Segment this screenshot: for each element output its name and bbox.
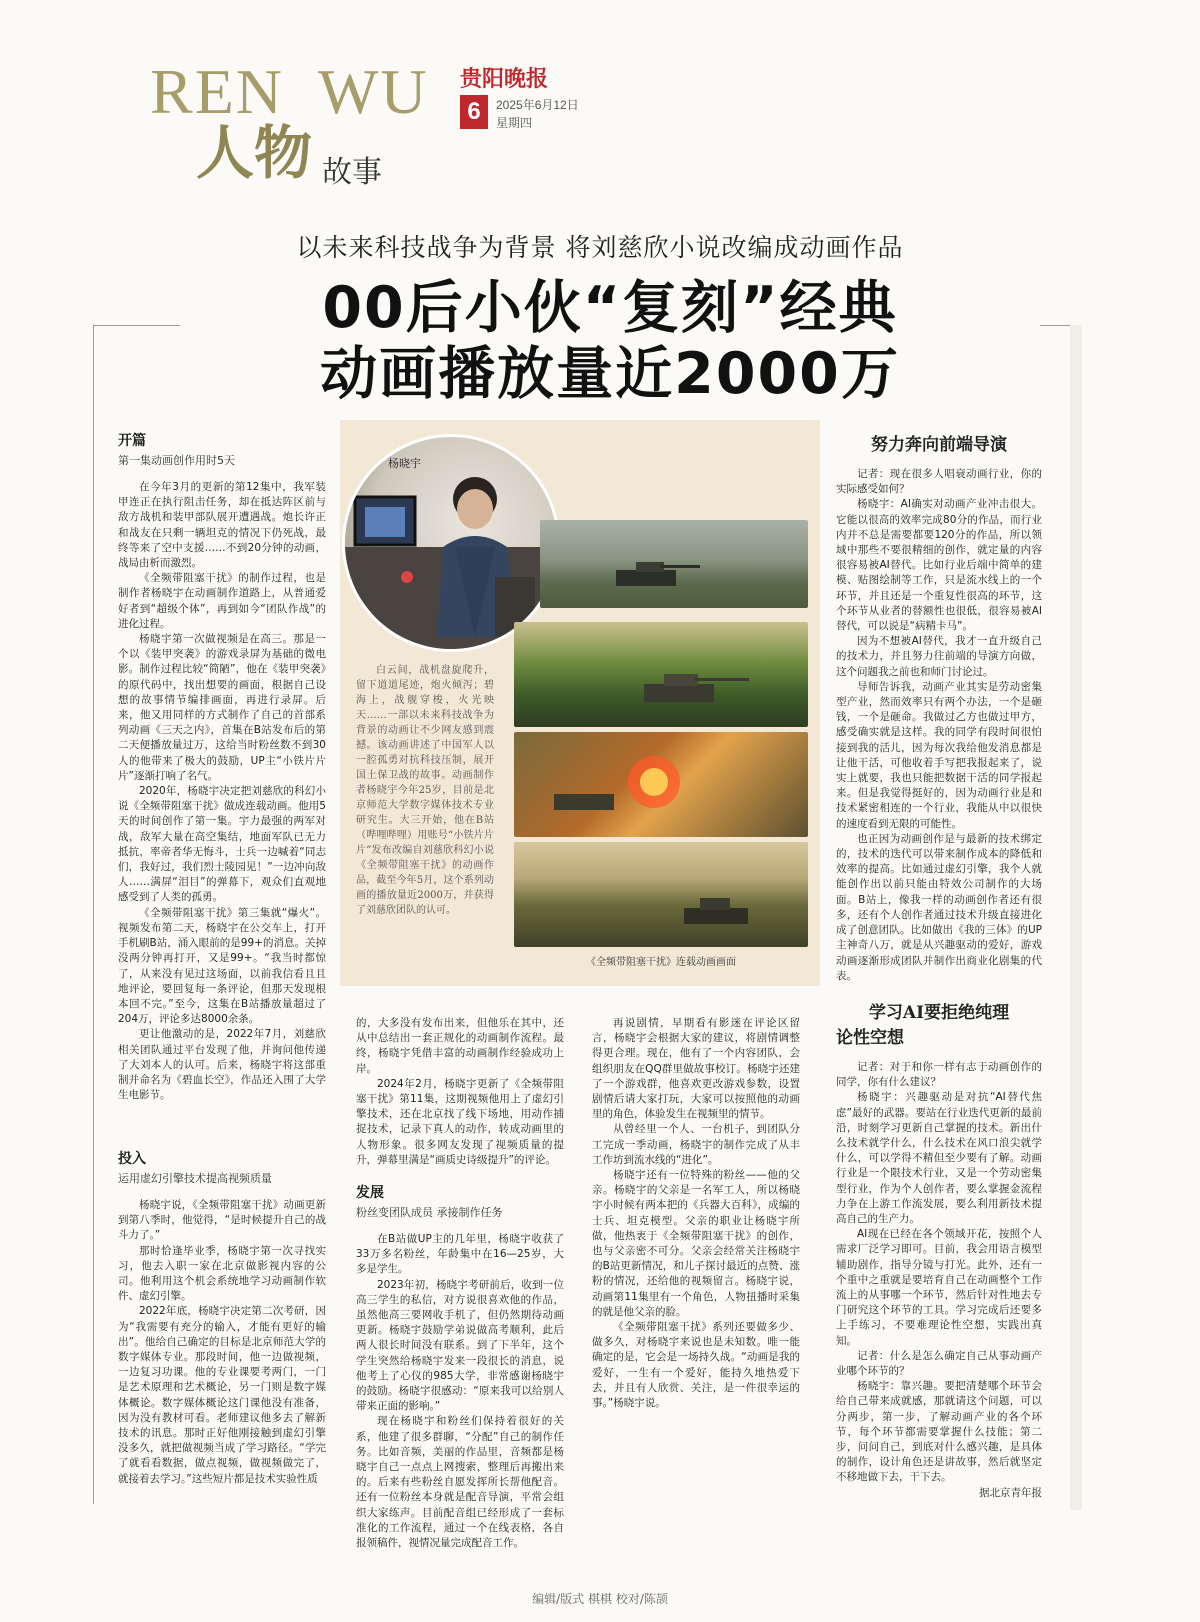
paragraph: 现在杨晓宇和粉丝们保持着很好的关系，他建了很多群聊，“分配”自己的制作任务。比如音频，美丽的作品里，音频都是杨晓宇自己一点点上网搜索，整理后再搬出来的。后来有些粉丝自愿发挥所长帮他配音。还有一位粉丝本身就是配音导演，平常会组织大家练声。目前配音组已经形成了一套标准化的工作流程，通过一个在线表格，各自报领稿件，视情况量完成配音工作。: [356, 1415, 564, 1550]
paragraph: 2023年初，杨晓宇考研前后，收到一位高三学生的私信，对方说很喜欢他的作品，虽然他高三要网收手机了，但仍然期待动画更新。杨晓宇鼓励学弟说做高考顺利，此后两人很长时间没有联系。到了下半年，这个学生突然给杨晓宇发来一段很长的消息，说他考上了心仪的985大学，非常感谢杨晓宇的鼓励。杨晓宇很感动：“原来我可以给别人带来正面的影响。”: [356, 1278, 564, 1413]
animation-frame-3: [514, 732, 808, 837]
intro-box: [356, 663, 494, 918]
masthead-cn-subtitle: 故事: [322, 155, 382, 190]
animation-frame-2: [514, 622, 808, 727]
sidebar-title-line-2: 论性空想: [836, 1028, 904, 1048]
sidebar-title-line-1: 学习AI要拒绝纯理: [868, 1003, 1010, 1023]
paragraph: 因为不想被AI替代，我才一直升级自己的技术力，并且努力往前端的导演方向做，这个问题我之前也和师门讨论过。: [836, 635, 1042, 678]
photo-label: 杨晓宇: [388, 457, 421, 470]
explosion-icon: [514, 732, 808, 837]
paragraph: 导师告诉我，动画产业其实是劳动密集型产业，然而效率只有两个办法，一个是砸钱，一个是砸命。我做过乙方也做过甲方，感受确实就是这样。我的同学有段时间很怕接到我的活儿，因为每次我给他发消息都是让他干活，可他收着手写把我报起来了，说实上就要，我也只能把数据干活的同学报起来。但是我觉得挺好的，因为动画行业是和技术紧密相连的一个行业，我能从中以很快的速度看到无限的可能性。: [836, 680, 1042, 830]
paragraph: 杨晓宇还有一位特殊的粉丝——他的父亲。杨晓宇的父亲是一名军工人，所以杨晓宇小时候有两本把的《兵器大百科》，成编的士兵、坦克模型。父亲的职业让杨晓宇所做，他热衷于《全频带阻塞干扰》的创作，也与父亲密不可分。父亲会经常关注杨晓宇的B站更新情况，和儿子探讨最近的点赞、涨粉的情况，还给他的视频留言。杨晓宇说，动画第11集里有一个角色，人物扭播时采集的就是他父亲的脸。: [592, 1169, 800, 1318]
masthead-latin-left: REN: [150, 56, 284, 127]
paragraph: 更让他激动的是，2022年7月，刘慈欣相关团队通过平台发现了他，并询问他传递了大刘本人的认可。后来，杨晓宇将这部重制并命名为《碧血长空》，作品还入围了大学生电影节。: [118, 1028, 326, 1102]
frame-shadow: [1070, 325, 1082, 1510]
issue-date: 2025年6月12日: [496, 98, 579, 112]
paragraph: 2024年2月，杨晓宇更新了《全频带阻塞干扰》第11集，这期视频他用上了虚幻引擎技术，还在北京找了线下场地，用动作捕捉技术，记录下真人的动作，转成动画里的人物形象。很多网友发现了视频质量的提升，弹幕里满是“画质史诗级提升”的评论。: [356, 1077, 564, 1166]
section-subtitle: 粉丝变团队成员 承接制作任务: [356, 1206, 503, 1220]
section-touru: [118, 1148, 326, 1487]
section-subtitle: 运用虚幻引擎技术提高视频质量: [118, 1172, 272, 1185]
section-right-1: [836, 430, 1042, 984]
column-3: [356, 1016, 564, 1551]
paragraph: 杨晓宇：靠兴趣。要把清楚哪个环节会给自己带来成就感，那就请这个问题，可以分两步，第一步，了解动画产业的各个环节，每个环节都需要掌握什么技能；第二步，问问自己，到底对什么感兴趣，是具体的制作，设计角色还是讲故事，然后就坚定不移地做下去，干下去。: [836, 1380, 1042, 1484]
paragraph: 在B站做UP主的几年里，杨晓宇收获了33万多名粉丝，年龄集中在16—25岁，大多是学生。: [356, 1233, 564, 1276]
paragraph: 2022年底，杨晓宇决定第二次考研，因为“我需要有充分的输入，才能有更好的输出”。他给自己确定的目标是北京师范大学的数字媒体专业。那段时间，他一边做视频，一边复习功课。他的专业课要考两门，一门是艺术原理和艺术概论，另一门则是数字媒体概论。数字媒体概论这门课他没有准备，因为没有教材可看。老师建议他多去了解新技术的讯息。那时正好他刚接触到虚幻引擎没多久，就把做视频当成了学习路径。“学完了就看看数据，做点视频，做视频做完了，就接着去学习。”这些短片都是技术实验性质: [118, 1305, 326, 1485]
headline-line-2: 动画播放量近2000万: [320, 340, 900, 407]
tank-icon: [514, 622, 808, 727]
animation-frame-4: [514, 842, 808, 947]
paragraph: 杨晓宇说，《全频带阻塞干扰》动画更新到第八季时，他觉得，“是时候提升自己的战斗力了。”: [118, 1199, 326, 1242]
issue-weekday: 星期四: [496, 116, 533, 130]
article-subtitle: 以未来科技战争为背景 将刘慈欣小说改编成动画作品: [296, 233, 904, 262]
section-title: 发展: [356, 1185, 384, 1202]
paragraph: 记者：对于和你一样有志于动画创作的同学，你有什么建议？: [836, 1061, 1042, 1089]
tank-icon: [540, 520, 808, 608]
paragraph: 记者：现在很多人唱衰动画行业，你的实际感受如何？: [836, 468, 1042, 496]
paragraph: 从曾经里一个人、一台机子，到团队分工完成一季动画，杨晓宇的制作完成了从丰工作坊到流水线的“进化”。: [592, 1123, 800, 1166]
animation-frame-1: [540, 520, 808, 608]
portrait-photo: [342, 434, 560, 652]
paragraph: 2020年，杨晓宇决定把刘慈欣的科幻小说《全频带阻塞干扰》做成连载动画。他用5天的时间创作了第一集。宇力最强的两军对战，敌军大量在高空集结，地面军队已无力抵抗，率帝者华无悔斗，士兵一边喊着“同志们，我好过，我们烈士陵园见！”一边冲向敌人……满屏“泪目”的弹幕下，观众们直观地感受到了人类的孤勇。: [118, 785, 326, 904]
paragraph: 也正因为动画创作是与最新的技术绑定的，技术的迭代可以带来制作成本的降低和效率的提高。比如通过虚幻引擎，我个人就能创作出以前只能由特效公司制作的大场面。B站上，像我一样的动画创作者还有很多，还有个人创作者通过技术升级直接进化成了创意团队。比如做出《我的三体》的UP主神奇八万，就是从兴趣驱动的爱好，游戏动画逐渐形成团队并制作出商业化剧集的代表。: [836, 832, 1042, 982]
paragraph: 《全频带阻塞干扰》系列还要做多少、做多久，对杨晓宇来说也是未知数。唯一能确定的是，它会是一场持久战。“动画是我的爱好，一生有一个爱好，能持久地热爱下去，并且有人欣赏、关注，是一件很幸运的事。”杨晓宇说。: [592, 1321, 800, 1410]
paragraph: 杨晓宇第一次做视频是在高三。那是一个以《装甲突袭》的游戏录屏为基础的微电影。制作过程比较“简陋”，他在《装甲突袭》的原代码中，找出想要的画面，根据自己设想的故事情节编排画面，再进行录屏。后来，他又用同样的方式制作了自己的首部系列动画《三天之内》，首集在B站发布后的第二天便播放量过万，这给当时粉丝数不到30人的他带来了极大的鼓励，UP主“小铁片片片”逐渐打响了名气。: [118, 633, 326, 782]
person-at-desk-illustration: [345, 437, 557, 649]
section-title: 投入: [118, 1151, 146, 1167]
paragraph: 那时恰逢毕业季，杨晓宇第一次寻找实习，他去入职一家在北京做影视内容的公司。他利用这个机会系统地学习动画制作软件、虚幻引擎。: [118, 1244, 326, 1303]
masthead-cn-title: 人物: [196, 119, 313, 187]
section-kaipian: [118, 430, 326, 1103]
page-footer: 编辑/版式 棋棋 校对/陈颉: [532, 1592, 668, 1606]
column-4: [592, 1016, 800, 1411]
tank-icon: [514, 842, 808, 947]
paragraph: 杨晓宇：AI确实对动画产业冲击很大。它能以很高的效率完成80分的作品，而行业内并不总是需要都要120分的作品，所以领域中那些不要很精细的创作，就定量的内容很容易被AI替代。比如行业后端中简单的建模、贴图绘制等工作，只是流水线上的一个环节，并且还是一个重复性很高的环节，这个环节从业者的替额性也很低，很容易被AI替代，可以说是“病精卡马”。: [836, 498, 1042, 633]
paragraph: 在今年3月的更新的第12集中，我军装甲连正在执行阻击任务，却在抵达阵区前与敌方战机和装甲部队展开遭遇战。炮长许正和战友在只剩一辆坦克的情况下仍死战，最终等来了空中支援……不到20分钟的动画，战局由析而激烈。: [118, 481, 326, 570]
sidebar-title: 努力奔向前端导演: [871, 435, 1007, 455]
paragraph: 《全频带阻塞干扰》的制作过程，也是制作者杨晓宇在动画制作道路上，从普通爱好者到“超级个体”，再到如今“团队作战”的进化过程。: [118, 572, 326, 630]
section-title: 开篇: [118, 433, 146, 449]
page-number: 6: [460, 95, 488, 129]
masthead-latin-right: WU: [318, 56, 429, 127]
section-right-2: [836, 998, 1042, 1501]
source-credit: 据北京青年报: [979, 1486, 1042, 1499]
headline: [180, 276, 1040, 407]
paragraph: 杨晓宇：兴趣驱动是对抗“AI替代焦虑”最好的武器。要站在行业迭代更新的最前沿，时刻学习更新自己掌握的技术。新出什么技术就学什么，什么技术在风口浪尖就学什么，可以学得不精但至少要有了解。动画行业是一个限技术行业，又是一个劳动密集型行业，作为个人创作者，要么掌握金流程力争在上游工作流发展，要么利用新技术提高自己的生产力。: [836, 1091, 1042, 1226]
paragraph: 的，大多没有发布出来，但他乐在其中，还从中总结出一套正规化的动画制作流程。最终，杨晓宇凭借丰富的动画制作经验成功上岸。: [356, 1017, 564, 1075]
section-subtitle: 第一集动画创作用时5天: [118, 454, 235, 467]
paragraph: 再说剧情，早期看有影迷在评论区留言，杨晓宇会根据大家的建议，将剧情调整得更合理。现在，他有了一个内容团队，会组织朋友在QQ群里做故事校订。杨晓宇还建了一个游戏群，他喜欢更改游戏参数，设置剧情后请大家打玩，大家可以按照他的动画里的角色，体验发生在视频里的情节。: [592, 1017, 800, 1121]
headline-line-1: 00后小伙“复刻”经典: [322, 275, 898, 341]
paper-name: 贵阳晚报: [460, 66, 549, 92]
paragraph: 记者：什么是怎么确定自己从事动画产业哪个环节的？: [836, 1349, 1042, 1378]
paragraph: AI现在已经在各个领域开花，按照个人需求厂泛学习即可。目前，我会用语言模型辅助剧作，指导分镜与打光。此外，还有一个重中之重就是要培育自己在动画整个工作流上的从事哪一个环节，然后针对性地去专门研究这个环节的工具。学习完成后还要多上手练习，不要难理论性空想，实践出真知。: [836, 1228, 1042, 1347]
image-caption: 《全频带阻塞干扰》连载动画画面: [586, 957, 736, 968]
intro-paragraph: 白云间，战机盘旋爬升，留下道道尾迹，炮火倾泻；碧海上，战舰穿梭，火光映天……一部以未来科技战争为背景的动画让不少网友感到震撼。该动画讲述了中国军人以一腔孤勇对抗科技压制，展开国土保卫战的故事。动画制作者杨晓宇今年25岁，目前是北京师范大学数字媒体技术专业研究生。大三开始，他在B站（哔哩哔哩）用账号“小铁片片片”发布改编自刘慈欣科幻小说《全频带阻塞干扰》的动画作品，截至今年5月，这个系列动画的播放量近2000万，并获得了刘慈欣团队的认可。: [356, 665, 494, 916]
paragraph: 《全频带阻塞干扰》第三集就“爆火”。视频发布第二天，杨晓宇在公交车上，打开手机刷B站，涌入眼前的是99+的消息。关掉没两分钟再打开，又是99+。“我当时都惊了，从来没有见过这场面，以前我信看且且地评论，要回复每一条评论，但那天发现根本回不完。”至今，这集在B站播放量超过了204万，评论多达8000余条。: [118, 906, 326, 1026]
